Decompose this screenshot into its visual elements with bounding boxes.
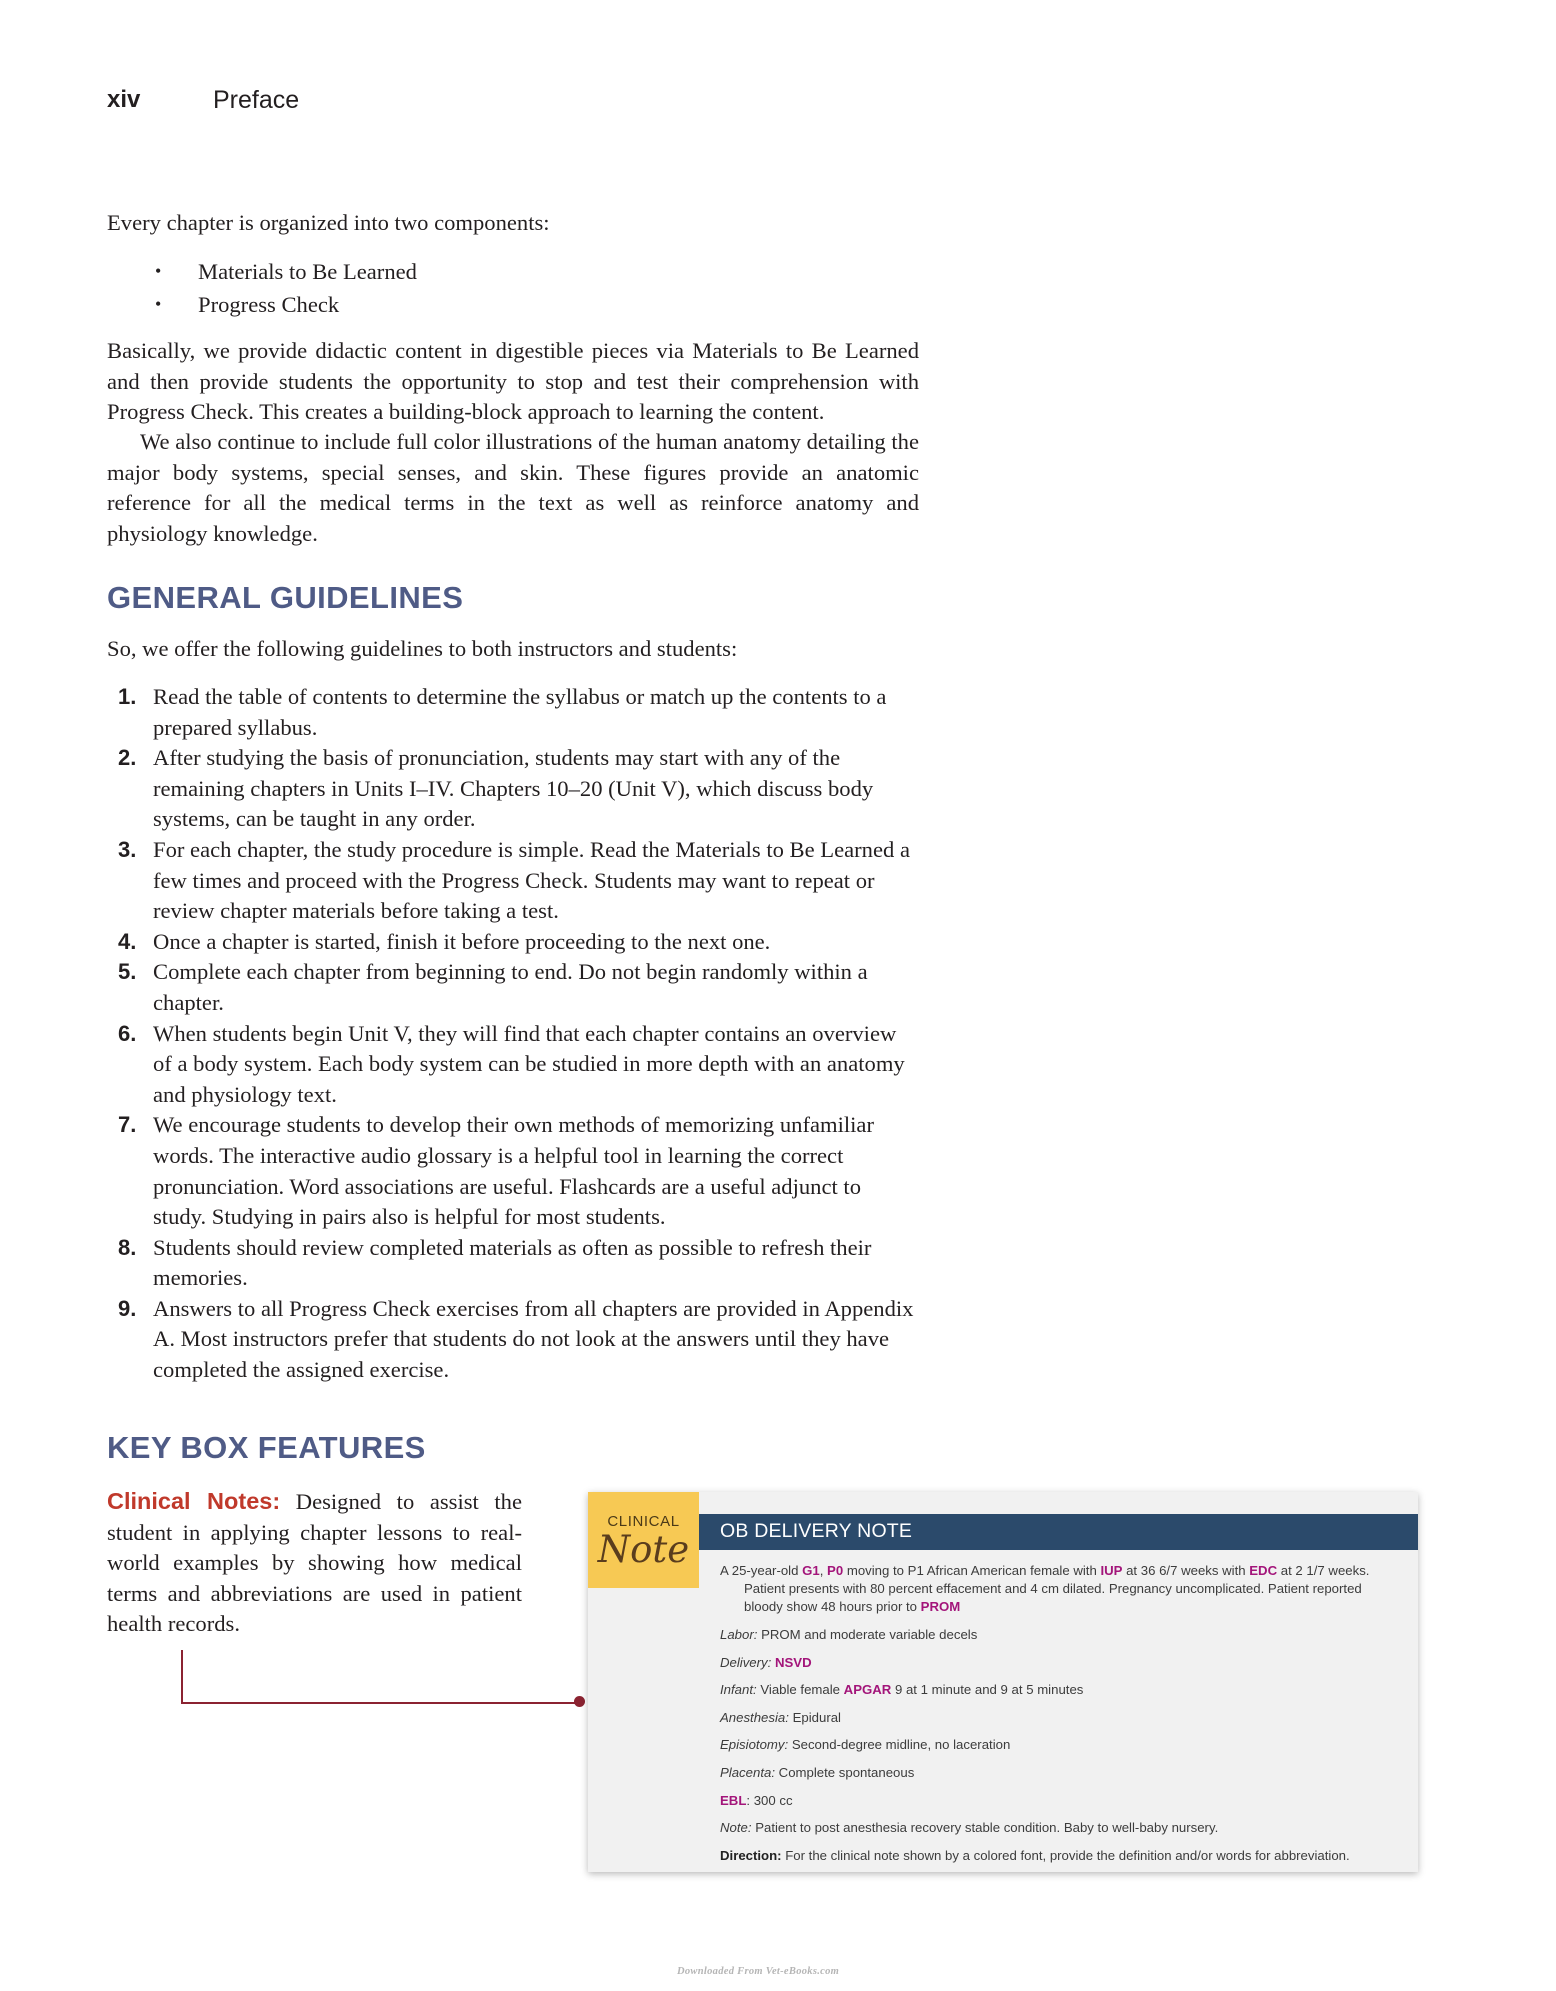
note-note [720,1819,1370,1847]
running-title: Preface [213,86,300,114]
field-label: Anesthesia: [720,1709,789,1725]
clinical-notes-label: Clinical Notes: [107,1488,281,1514]
field-label: Delivery: [720,1654,772,1670]
abbr-iup: IUP [1100,1563,1123,1578]
note-text: A 25-year-old [720,1563,803,1578]
list-item [107,1233,919,1294]
item-text: Complete each chapter from beginning to end. Do not begin randomly within a chapter. [153,959,868,1015]
intro-lead: Every chapter is organized into two components: [107,210,550,235]
field-value: Complete spontaneous [775,1764,915,1780]
item-text: Students should review completed materials as often as possible to refresh their memories. [153,1234,872,1291]
note-episiotomy [720,1736,1370,1764]
abbr-ebl: EBL [720,1792,747,1808]
guidelines-list [107,682,919,1386]
note-placenta [720,1764,1370,1792]
intro-paragraph-1: Basically, we provide didactic content in digestible pieces via Materials to Be Learned and then provide students the opportunity to stop and test their comprehension with Progress Check. This creates a building-block approach to learning the content. [107,338,919,425]
list-item [107,1019,919,1111]
intro-paragraph-2: We also continue to include full color illustrations of the human anatomy detailing the major body systems, special senses, and skin. These figures provide an anatomic reference for all the medical terms in the text as well as reinforce anatomy and physiology knowledge. [107,429,919,546]
components-list [155,255,417,321]
guidelines-heading: GENERAL GUIDELINES [107,580,464,615]
callout-connector-line [181,1650,582,1704]
note-body [720,1562,1370,1874]
field-label: Placenta: [720,1764,775,1780]
list-item [107,682,919,743]
note-infant [720,1681,1370,1709]
field-value: Second-degree midline, no laceration [788,1737,1011,1753]
clinical-notes-description [107,1486,522,1640]
guidelines-lead: So, we offer the following guidelines to both instructors and students: [107,636,738,661]
field-value: : 300 cc [746,1792,793,1808]
abbr-prom: PROM [920,1599,961,1614]
badge-label: CLINICAL [607,1513,680,1530]
list-item [107,957,919,1018]
page-number: xiv [107,86,141,113]
item-text: We encourage students to develop their own methods of memorizing unfamiliar words. The interactive audio glossary is a helpful tool in learning the correct pronunciation. Word associations are useful. Flashcards are a useful adjunct to study. Studying in pairs also is helpful for most students. [153,1112,874,1230]
item-number: 8. [118,1234,137,1260]
note-ebl [720,1792,1370,1820]
clinical-notes-text: Designed to assist the student in applying chapter lessons to real-world examples by showing how medical terms and abbreviations are used in patient health records. [107,1489,522,1637]
field-value: 9 at 1 minute and 9 at 5 minutes [891,1682,1084,1698]
field-value: Viable female [756,1682,844,1698]
item-number: 9. [118,1295,137,1321]
item-number: 1. [118,684,137,709]
note-labor [720,1626,1370,1654]
field-label: Note: [720,1820,752,1836]
note-text: , [819,1563,828,1578]
item-text: For each chapter, the study procedure is simple. Read the Materials to Be Learned a few times and proceed with the Progress Check. Students may want to repeat or review chapter materials before taking a test. [153,836,910,924]
note-title-bar [699,1514,1418,1550]
direction-label: Direction: [720,1847,782,1863]
item-number: 6. [118,1020,137,1046]
note-delivery [720,1654,1370,1682]
item-number: 7. [118,1112,137,1138]
note-anesthesia [720,1709,1370,1737]
note-text: at 36 6/7 weeks with [1122,1563,1250,1578]
clinical-note-badge [588,1492,699,1588]
note-text: at 2 1/7 weeks. Patient presents with 80 percent effacement and 4 cm dilated. Pregnancy uncomplicated. Patient reported bloody show 48 hours prior to [744,1563,1370,1614]
list-item [107,927,919,958]
list-item [107,835,919,927]
callout-connector-dot [574,1696,585,1707]
item-number: 5. [118,959,137,985]
field-label: Episiotomy: [720,1737,789,1753]
key-box-heading: KEY BOX FEATURES [107,1430,426,1465]
note-direction [720,1847,1370,1875]
note-text: moving to P1 African American female with [843,1563,1101,1578]
note-title: OB DELIVERY NOTE [720,1520,913,1542]
field-value: PROM and moderate variable decels [757,1627,978,1642]
clinical-note-box [588,1492,1418,1872]
item-number: 3. [118,836,137,862]
item-number: 4. [118,928,137,954]
field-value: Epidural [788,1709,841,1725]
field-value: Patient to post anesthesia recovery stable condition. Baby to well-baby nursery. [751,1820,1219,1836]
item-text: After studying the basis of pronunciation, students may start with any of the remaining chapters in Units I–IV. Chapters 10–20 (Unit V), which discuss body systems, can be taught in any order. [153,745,874,832]
abbr-edc: EDC [1249,1563,1278,1578]
note-patient-summary [720,1562,1370,1616]
abbr-g1: G1 [802,1563,820,1578]
abbr-p0: P0 [827,1563,844,1578]
abbr-nsvd: NSVD [774,1654,812,1670]
item-text: Read the table of contents to determine the syllabus or match up the contents to a prepared syllabus. [153,684,887,740]
list-item [107,1110,919,1232]
list-item: • Progress Check [155,288,417,321]
abbr-apgar: APGAR [843,1682,892,1698]
field-label: Labor: [720,1627,758,1642]
list-item: • Materials to Be Learned [155,255,417,288]
item-text: Answers to all Progress Check exercises from all chapters are provided in Appendix A. Most instructors prefer that students do not look at the answers until they have completed the assigned exercise. [153,1295,914,1383]
item-text: When students begin Unit V, they will find that each chapter contains an overview of a body system. Each body system can be studied in more depth with an anatomy and physiology text. [153,1020,905,1107]
item-text: Once a chapter is started, finish it before proceeding to the next one. [153,928,771,954]
field-label: Infant: [720,1682,757,1698]
list-item [107,1294,919,1386]
list-item [107,743,919,835]
download-watermark: Downloaded From Vet-eBooks.com [677,1966,840,1977]
badge-script: Note [597,1528,690,1571]
item-number: 2. [118,745,137,771]
direction-text: For the clinical note shown by a colored font, provide the definition and/or words for abbreviation. [781,1847,1350,1863]
